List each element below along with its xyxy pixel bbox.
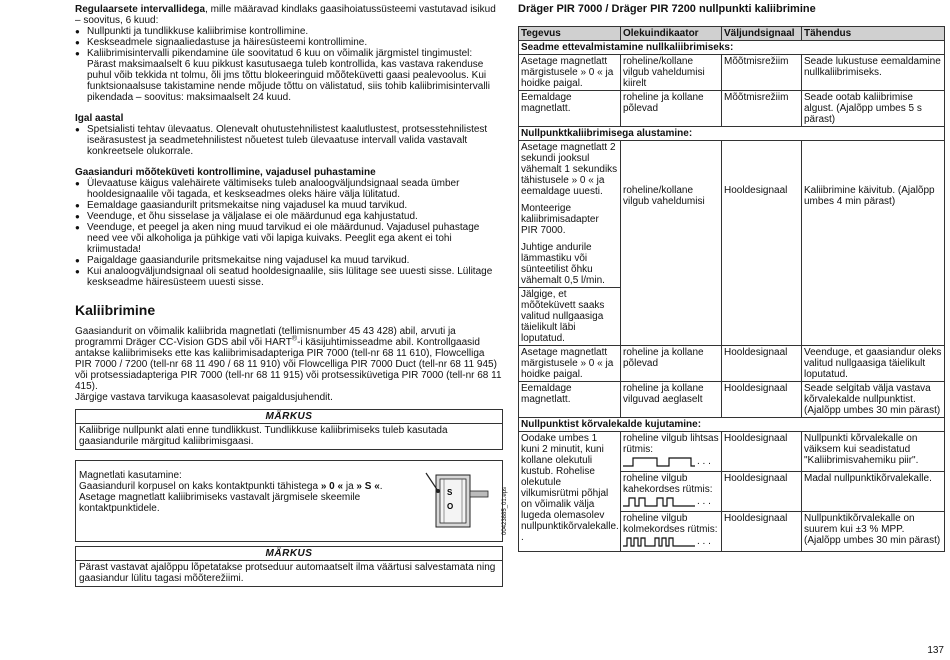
magnet-usage-box (75, 460, 508, 542)
list-item: ● Paigaldage gaasiandurile pritsmekaitse ning vajadusel ka muud tarvikud. (87, 255, 503, 266)
cleaning-list (75, 178, 503, 288)
header-cell: Tegevus (519, 27, 621, 41)
list-item: ● Kui analoogväljundsignaal oli seatud hooldesignaalile, siis lülitage see uuesti sisse. Lülitage keskseadme häiresüsteem uuesti sisse. (87, 266, 503, 288)
note-label: MÄRKUS (76, 547, 502, 561)
list-item: ● Veenduge, et õhu sisselase ja väljalase ei ole määrdunud ega kahjustatud. (87, 211, 503, 222)
table-row: roheline vilgub kolmekordses rütmis: . . . Hooldesignaal Nullpunktikõrvalekalle on suurem kui ±3 % MPP. (Ajalõpp umbes 30 min pärast) (519, 512, 945, 552)
table-row: Asetage magnetlatt märgistusele » 0 « ja hoidke paigal. roheline ja kollane põlevad Hooldesignaal Veenduge, et gaasiandur oleks valitud nullgaasiga täielikult loputatud. (519, 346, 945, 382)
table-title: Dräger PIR 7000 / Dräger PIR 7200 nullpunkti kaliibrimine (518, 3, 816, 15)
table-row: Asetage magnetlatt märgistusele » 0 « ja hoidke paigal. roheline/kollane vilgub vaheldumisi kiirelt Mõõtmisrežiim Seade lukustuse eemaldamine nullkaliibrimiseks. (519, 55, 945, 91)
table-header-row (519, 27, 945, 41)
page-number: 137 (927, 645, 944, 656)
table-row: Jälgige, et mõõteküvett saaks valitud nullgaasiga täielikult läbi loputatud. (519, 288, 945, 346)
regular-interval-text: , mille määravad kindlaks gaasihoiatussüsteemi vastutavad isikud – soovitus, 6 kuud: (75, 4, 496, 26)
note-text: Kaliibrige nullpunkt alati enne tundlikkust. Tundlikkuse kaliibrimiseks tuleb kasutada gaasiandurile märgitud kaliibrimisgaasi. (79, 425, 448, 447)
zero-calibration-table (518, 26, 945, 552)
list-item: ● Ülevaatuse käigus valehäirete vältimiseks tuleb analoogväljundsignaal seada ümber hooldesignaalile või tagada, et keskseadmes oleks häire välja lülitatud. (87, 178, 503, 200)
header-cell: Tähendus (802, 27, 945, 41)
left-column (75, 4, 508, 587)
regular-interval-heading: Regulaarsete intervallidega (75, 4, 206, 15)
section-row: Nullpunktist kõrvalekalde kujutamine: (519, 418, 945, 432)
list-item: ● Nullpunkti ja tundlikkuse kaliibrimise kontrollimine. (87, 26, 503, 37)
regular-interval-list (75, 26, 503, 103)
table-row: Eemaldage magnetlatt. roheline ja kollane vilguvad aeglaselt Hooldesignaal Seade selgitab välja vastava kõrvalekalde nullpunktist. (Ajalõpp umbes 30 min pärast) (519, 382, 945, 418)
table-row: roheline vilgub kahekordses rütmis: . . . Hooldesignaal Madal nullpunktikõrvalekalle. (519, 472, 945, 512)
note-box-zero-first (75, 409, 503, 450)
yearly-heading: Igal aastal (75, 113, 124, 124)
note-box-timeout (75, 546, 503, 587)
cleaning-heading: Gaasianduri mõõteküveti kontrollimine, vajadusel puhastamine (75, 167, 376, 178)
double-blink-pulse-icon (623, 497, 695, 507)
list-item: ● Veenduge, et peegel ja aken ning muud tarvikud ei ole määrdunud. Vajadusel puhastage need vee või alkoholiga ja pühkige vati või lapiga kuivaks. Peeglit ega akent ei tohi kriimustada! (87, 222, 503, 255)
list-item: ● Keskseadmele signaaliedastuse ja häiresüsteemi kontrollimine. (87, 37, 503, 48)
header-cell: Väljundsignaal (722, 27, 802, 41)
calibration-instruction: Järgige vastava tarvikuga kaasasolevat paigaldusjuhendit. (75, 392, 333, 403)
calibration-section-title: Kaliibrimine (75, 302, 156, 318)
magnet-usage-text: Magnetlati kasutamine: Gaasianduril korpusel on kaks kontaktpunkti tähistega » 0 « ja » S «. Asetage magnetlatt kaliibrimiseks vastavalt järgmisele skeemile kontaktpunktidele. (79, 470, 383, 514)
list-item: ● Spetsialisti tehtav ülevaatus. Olenevalt ohutustehnilistest kaalutlustest, protsesstehnilistest iseärasustest ja seadmetehnilistest nõuetest tuleb ülevaatuse intervall valida vastavalt konkreetsele olukorrale. (87, 124, 503, 157)
table-row: Asetage magnetlatt 2 sekundi jooksul vähemalt 1 sekundiks tähistusele » 0 « ja eemaldage uuesti. Monteerige kaliibrimisadapter PIR 7000. Juhtige andurile lämmastiku või sünteetilist õhku vähemalt 0,5 l/min. roheline/kollane vilgub vaheldumisi Hooldesignaal Kaliibrimine käivitub. (Ajalõpp umbes 4 min pärast) (519, 141, 945, 288)
table-row: Oodake umbes 1 kuni 2 minutit, kuni kollane olekutuli kustub. Rohelise olekutule vilkumisrütmi põhjal on võimalik välja lugeda olemasolev nullpunktikõrvalekalle. . roheline vilgub lihtsas rütmis: . . . Hooldesignaal Nullpunkti kõrvalekalle on väiksem kui seadistatud "Kaliibrimisvahemiku piir". (519, 432, 945, 472)
right-column (518, 4, 944, 552)
contact-s-label: S (447, 488, 453, 497)
table-row: Eemaldage magnetlatt. roheline ja kollane põlevad Mõõtmisrežiim Seade ootab kaliibrimise algust. (Ajalõpp umbes 5 s pärast) (519, 91, 945, 127)
triple-blink-pulse-icon (623, 537, 695, 547)
note-text: Pärast vastavat ajalõppu lõpetatakse protseduur automaatselt ilma väärtusi salvestamata ning gaasiandur lülitu tagasi mõõterežiimi. (79, 562, 496, 584)
header-cell: Olekuindikaator (621, 27, 722, 41)
list-item: ● Kaliibrimisintervalli pikendamine üle soovitatud 6 kuu on võimalik järgmistel tingimustel: Pärast maksimaalselt 6 kuu pikkust kasutusaega tuleb kontrollida, kas vastava rakenduse puhul võib tekkida nt tolmu, õli jms tõttu blokeeringuid mõõteküvetti gaasi pealevoolus. Kui funktsionaalsuse takistamine nende mõjude tõttu on välistatud, siis tohib kaliibrimisintervalli pikendada – soovitus: maksimaalselt 24 kuud. (87, 48, 503, 103)
single-blink-pulse-icon (623, 457, 695, 467)
magnet-placement-figure (422, 465, 494, 535)
section-row: Nullpunktkaliibrimisega alustamine: (519, 127, 945, 141)
yearly-list (75, 124, 503, 157)
list-item: ● Eemaldage gaasiandurilt pritsmekaitse ning vajadusel ka muud tarvikud. (87, 200, 503, 211)
figure-code: 00423885_01.eps (502, 486, 508, 535)
section-row: Seadme ettevalmistamine nullkaliibrimiseks: (519, 41, 945, 55)
note-label: MÄRKUS (76, 410, 502, 424)
calibration-paragraph: Gaasiandurit on võimalik kaliibrida magnetlati (tellimisnumber 45 43 428) abil, arvuti ja programmi Dräger CC-Vision GDS abil või HART®-i käsijuhtimisseadme abil. Kontrollgaasid antakse kaliibrimiseks ette kas kaliibrimisadapteriga PIR 7000 (tell-nr 68 11 610), Flowcelliga PIR 7000 / 7200 (tell-nr 68 11 490 / 68 11 910) või Flowcelliga PIR 7000 Duct (tell-nr 68 11 945) või protsessiadapteriga PIR 7000 (tell-nr 68 11 915) või protsessiküvetiga PIR 7000 (tell-nr 68 11 415). (75, 326, 502, 392)
contact-o-label: O (447, 502, 454, 511)
